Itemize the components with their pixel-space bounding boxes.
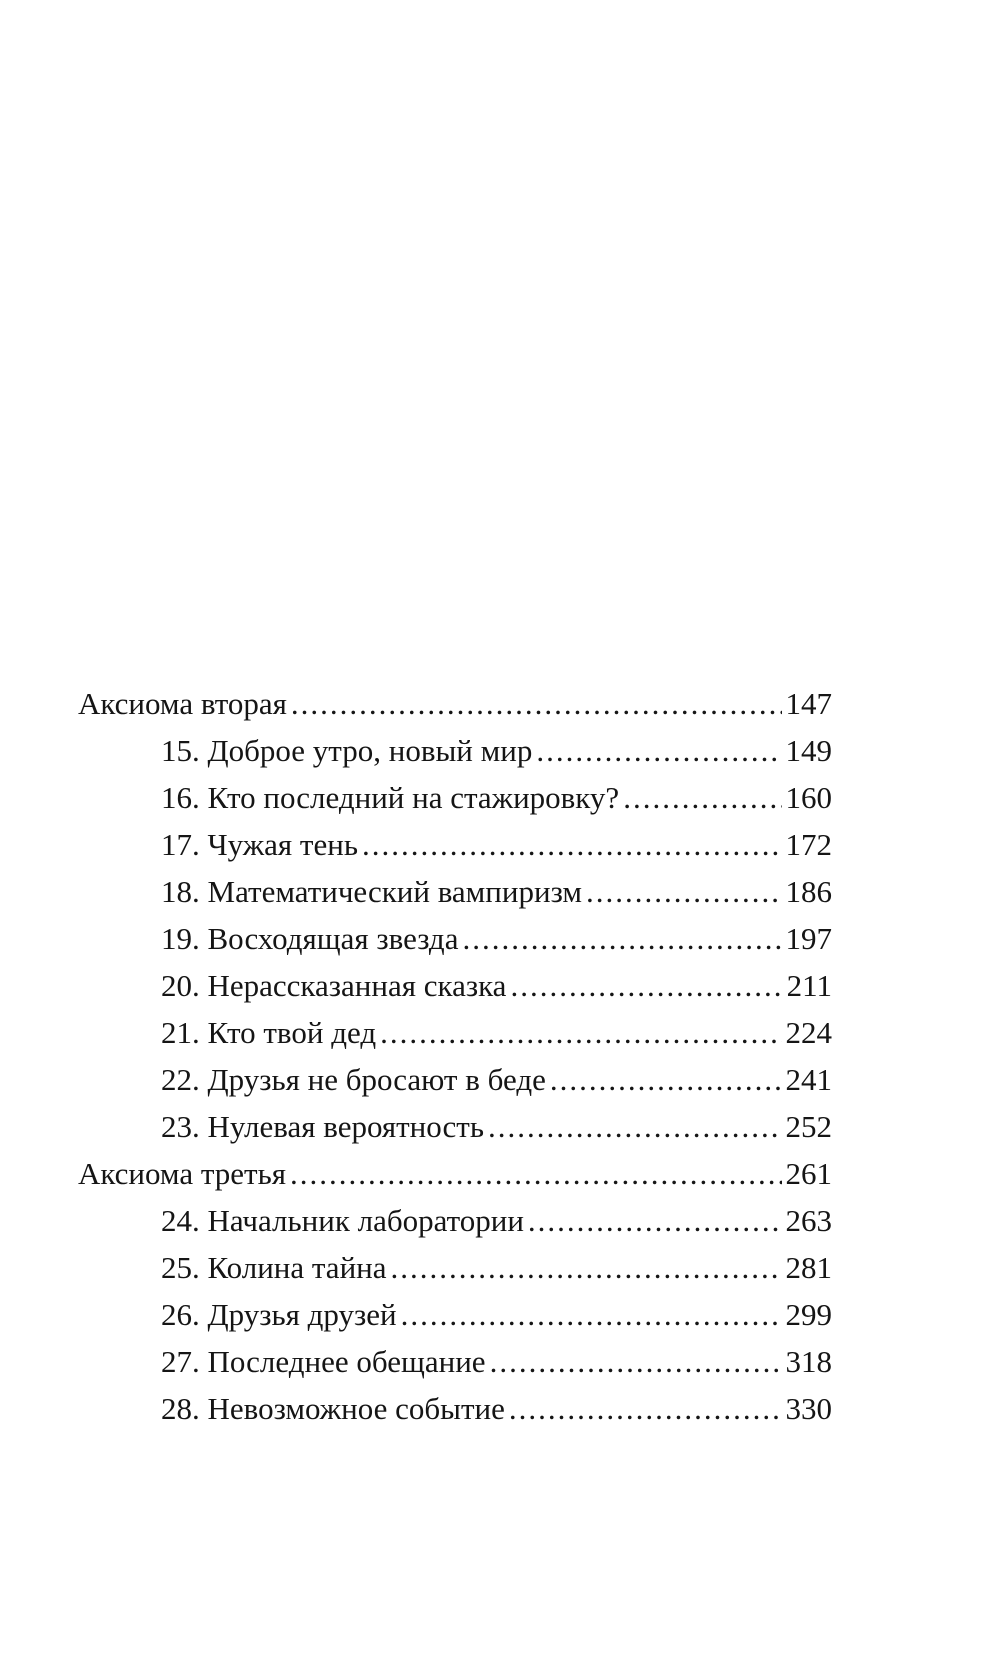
dot-leader bbox=[490, 1338, 782, 1385]
toc-chapter-entry bbox=[78, 727, 832, 774]
entry-title: 22. Друзья не бросают в беде bbox=[161, 1062, 546, 1097]
dot-leader bbox=[623, 774, 781, 821]
page-number: 263 bbox=[785, 1203, 832, 1238]
dot-leader bbox=[509, 1385, 782, 1432]
page-number: 149 bbox=[785, 733, 832, 768]
entry-title: 28. Невозможное событие bbox=[161, 1391, 505, 1426]
entry-title: Аксиома третья bbox=[78, 1156, 286, 1191]
dot-leader bbox=[401, 1291, 782, 1338]
entry-title: Аксиома вторая bbox=[78, 686, 287, 721]
page-number: 252 bbox=[785, 1109, 832, 1144]
page-number: 224 bbox=[785, 1015, 832, 1050]
entry-title: 23. Нулевая вероятность bbox=[161, 1109, 484, 1144]
dot-leader bbox=[488, 1103, 782, 1150]
page-number: 299 bbox=[785, 1297, 832, 1332]
toc-chapter-entry bbox=[78, 1103, 832, 1150]
toc-section-entry bbox=[78, 680, 832, 727]
dot-leader bbox=[462, 915, 781, 962]
dot-leader bbox=[362, 821, 782, 868]
page-number: 241 bbox=[785, 1062, 832, 1097]
page-number: 160 bbox=[785, 780, 832, 815]
entry-title: 20. Нерассказанная сказка bbox=[161, 968, 507, 1003]
dot-leader bbox=[536, 727, 781, 774]
entry-title: 27. Последнее обещание bbox=[161, 1344, 486, 1379]
entry-title: 19. Восходящая звезда bbox=[161, 921, 459, 956]
entry-title: 24. Начальник лаборатории bbox=[161, 1203, 524, 1238]
toc-chapter-entry bbox=[78, 1338, 832, 1385]
entry-title: 17. Чужая тень bbox=[161, 827, 358, 862]
entry-title: 18. Математический вампиризм bbox=[161, 874, 582, 909]
toc-chapter-entry bbox=[78, 1009, 832, 1056]
entry-title: 26. Друзья друзей bbox=[161, 1297, 397, 1332]
toc-chapter-entry bbox=[78, 915, 832, 962]
dot-leader bbox=[586, 868, 782, 915]
entry-title: 25. Колина тайна bbox=[161, 1250, 387, 1285]
toc-chapter-entry bbox=[78, 1244, 832, 1291]
toc-chapter-entry bbox=[78, 821, 832, 868]
dot-leader bbox=[528, 1197, 782, 1244]
toc-chapter-entry bbox=[78, 868, 832, 915]
table-of-contents bbox=[78, 680, 832, 1432]
dot-leader bbox=[291, 680, 782, 727]
page-number: 211 bbox=[786, 968, 832, 1003]
toc-chapter-entry bbox=[78, 1056, 832, 1103]
page-number: 186 bbox=[785, 874, 832, 909]
dot-leader bbox=[290, 1150, 782, 1197]
dot-leader bbox=[510, 962, 782, 1009]
page-number: 172 bbox=[785, 827, 832, 862]
toc-chapter-entry bbox=[78, 962, 832, 1009]
dot-leader bbox=[391, 1244, 782, 1291]
toc-section-entry bbox=[78, 1150, 832, 1197]
page-number: 261 bbox=[785, 1156, 832, 1191]
page-number: 197 bbox=[785, 921, 832, 956]
entry-title: 15. Доброе утро, новый мир bbox=[161, 733, 533, 768]
toc-chapter-entry bbox=[78, 1291, 832, 1338]
page-number: 330 bbox=[785, 1391, 832, 1426]
page-number: 281 bbox=[785, 1250, 832, 1285]
entry-title: 16. Кто последний на стажировку? bbox=[161, 780, 620, 815]
toc-chapter-entry bbox=[78, 774, 832, 821]
page-number: 147 bbox=[785, 686, 832, 721]
toc-chapter-entry bbox=[78, 1197, 832, 1244]
dot-leader bbox=[380, 1009, 781, 1056]
entry-title: 21. Кто твой дед bbox=[161, 1015, 377, 1050]
dot-leader bbox=[550, 1056, 782, 1103]
toc-chapter-entry bbox=[78, 1385, 832, 1432]
page-number: 318 bbox=[785, 1344, 832, 1379]
